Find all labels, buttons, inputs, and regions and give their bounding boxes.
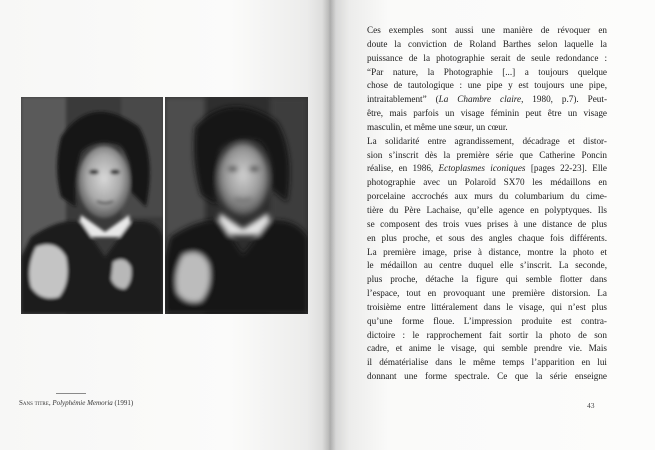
text-line: cadre, et anime le visage, qui semble prendre vie. Mais — [367, 343, 607, 354]
text-line: plus proche, détache la figure qui semble flotter dans — [367, 274, 607, 285]
caption-separator: , — [48, 399, 53, 407]
photo-left — [21, 97, 163, 314]
caption-series: Polyphémie Memoria — [52, 399, 113, 407]
text-line: porcelaine accrochés aux murs du columbarium du cime- — [367, 191, 607, 202]
book-title: La Chambre claire — [438, 94, 522, 105]
text-line: troisième entre littéralement dans le visage, qui n’est plus — [367, 301, 607, 312]
caption-year: (1991) — [112, 399, 134, 407]
text-fragment: réalise, en 1986, — [367, 163, 439, 174]
photo-right — [165, 97, 308, 314]
body-text — [367, 24, 607, 384]
text-fragment: [pages 22-23]. Elle — [525, 163, 607, 174]
text-fragment: intraitablement” ( — [367, 94, 439, 105]
text-line: photographie avec un Polaroïd SX70 les médaillons en — [367, 177, 607, 188]
text-line: sion s’inscrit dès la première série que Catherine Poncin — [367, 149, 607, 160]
series-title: Ectoplasmes iconiques — [438, 163, 526, 174]
text-line — [367, 162, 607, 176]
text-fragment: , 1980, p.7). Peut- — [521, 94, 607, 105]
photo-left-image — [21, 97, 163, 314]
text-line: le médaillon au centre duquel elle s’inscrit. La seconde, — [367, 260, 607, 271]
text-line: doute la conviction de Roland Barthes selon laquelle la — [367, 38, 607, 49]
text-line: tière du Père Lachaise, qu’elle agence en polyptyques. Ils — [367, 204, 607, 215]
text-line: masculin, et même une sœur, un cœur. — [367, 121, 508, 132]
text-line: donnant une forme spectrale. Ce que la série enseigne — [367, 371, 607, 382]
page-gutter — [322, 0, 336, 450]
text-line: Ces exemples sont aussi une manière de révoquer en — [367, 25, 607, 35]
caption-title: Sans titre — [19, 399, 49, 407]
photo-right-image — [165, 97, 308, 314]
text-line: La solidarité entre agrandissement, décadrage et distor- — [367, 135, 607, 146]
text-line: “Par nature, la Photographie [...] a toujours quelque — [367, 66, 607, 77]
text-line: en plus proche, et sous des angles chaque fois différents. — [367, 232, 607, 243]
text-line: puissance de la photographie serait de seule redondance : — [367, 52, 607, 63]
text-line: chose de tautologique : une pipe y est toujours une pipe, — [367, 80, 607, 91]
text-line: il dématérialise dans le même temps l’apparition en lui — [367, 357, 607, 368]
photo-caption — [19, 399, 269, 407]
text-line: dictoire : le rapprochement fait sortir la photo de son — [367, 329, 607, 340]
text-line — [367, 93, 607, 107]
text-line: se composent des trois vues prises à une distance de plus — [367, 218, 607, 229]
text-line: La première image, prise à distance, montre la photo et — [367, 246, 607, 257]
caption-rule — [56, 393, 86, 394]
text-line: qu’une forme floue. L’impression produite est contra- — [367, 315, 607, 326]
page-number: 43 — [587, 401, 595, 410]
text-line: l’espace, tout en provoquant une première distorsion. La — [367, 288, 607, 299]
text-line: être, mais parfois un visage féminin peut être un visage — [367, 108, 607, 119]
